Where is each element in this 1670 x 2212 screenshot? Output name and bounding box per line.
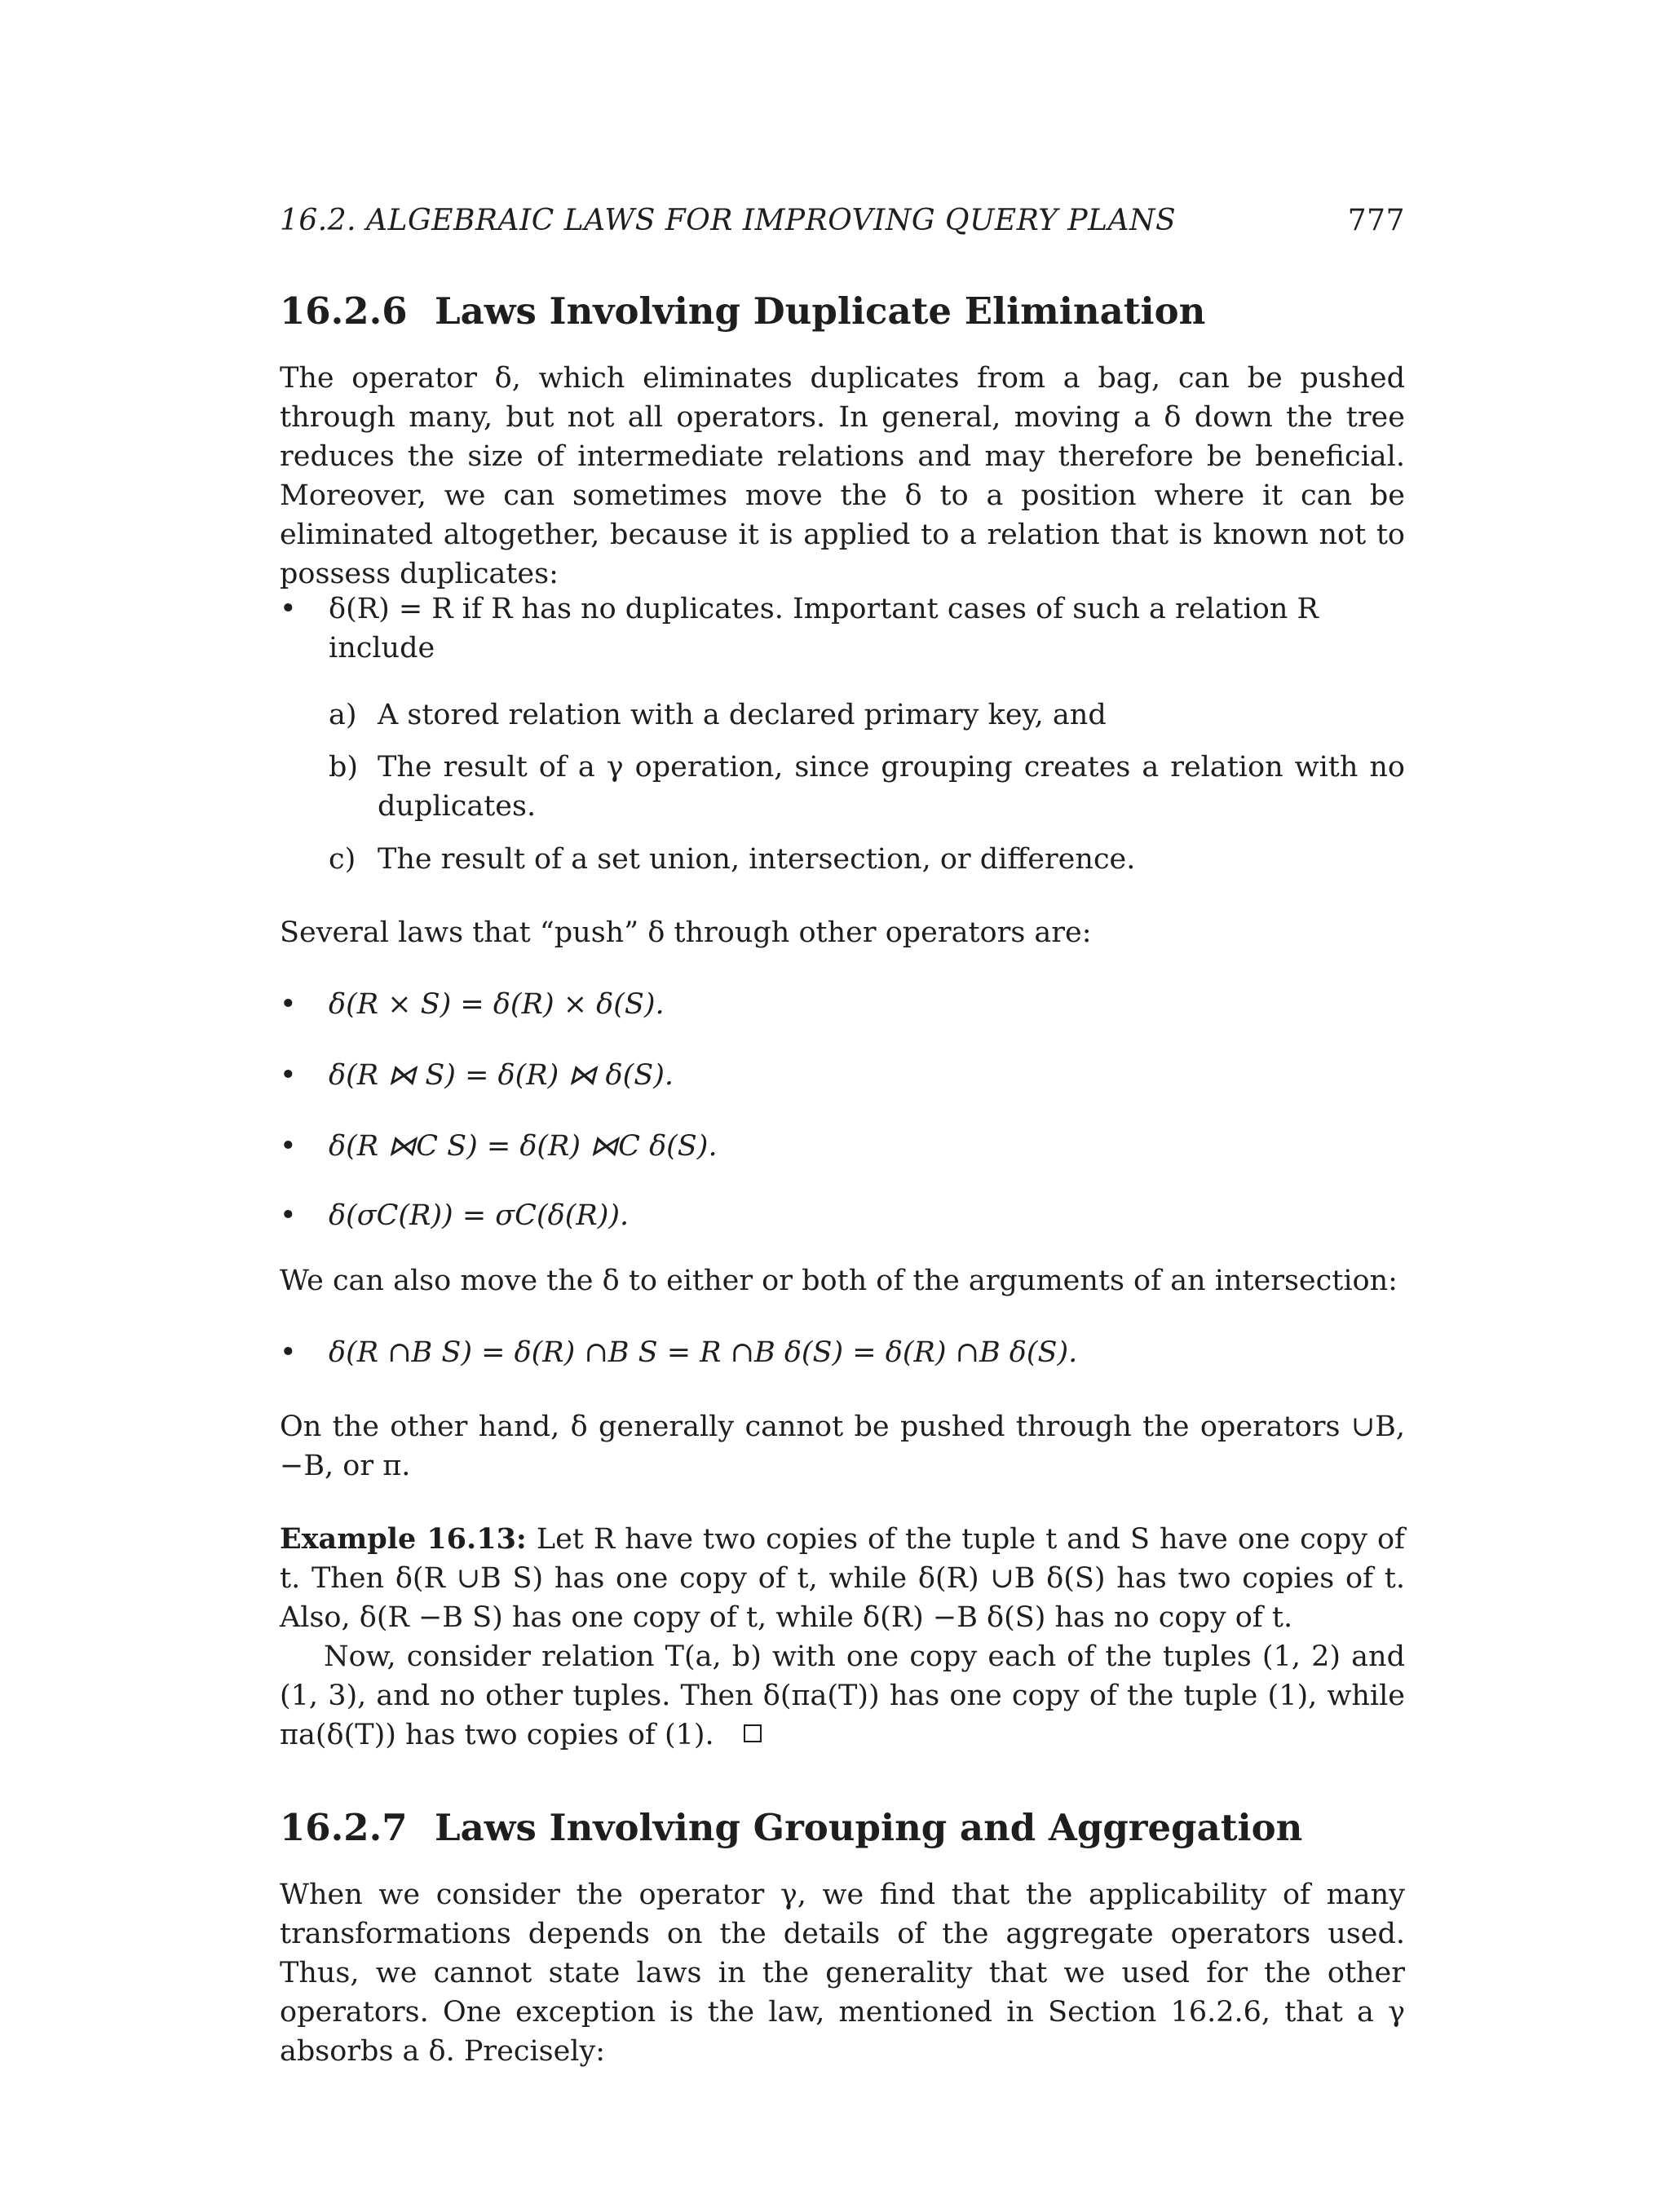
push-intro: Several laws that “push” δ through other operators are: bbox=[280, 916, 1092, 949]
grouping-intro-paragraph: When we consider the operator γ, we find that the applicability of many transformations depends on the details of the aggregate operators used. Thus, we cannot state laws in the generality that we used for the other operators. One exception is the law, mentioned in Section 16.2.6, that a γ absorbs a δ. Precisely: bbox=[280, 1879, 1405, 2068]
bullet-no-duplicates bbox=[280, 589, 1405, 668]
section-number: 16.2.6 bbox=[280, 289, 408, 333]
bullet-dot: • bbox=[280, 1199, 297, 1232]
bullet-text: δ(R) = R if R has no duplicates. Important cases of such a relation R include bbox=[329, 593, 1319, 664]
cannot-push-paragraph: On the other hand, δ generally cannot be pushed through the operators ∪B, −B, or π. bbox=[280, 1411, 1405, 1482]
example-label: Example 16.13: bbox=[280, 1522, 527, 1556]
page-number: 777 bbox=[1347, 204, 1405, 237]
law-text: δ(R ⋈ S) = δ(R) ⋈ δ(S). bbox=[329, 1059, 674, 1092]
case-marker: b) bbox=[329, 751, 359, 784]
law-text: δ(R × S) = δ(R) × δ(S). bbox=[329, 988, 665, 1021]
law-text: δ(σC(R)) = σC(δ(R)). bbox=[329, 1199, 630, 1232]
intro-paragraph: The operator δ, which eliminates duplicates from a bag, can be pushed through many, but not all operators. In general, moving a δ down the tree reduces the size of intermediate relations and may therefore be beneficial. Moreover, we can sometimes move the δ to a position where it can be eliminated altogether, because it is applied to a relation that is known not to possess duplicates: bbox=[280, 362, 1405, 590]
case-b bbox=[329, 748, 1405, 826]
bullet-dot: • bbox=[280, 593, 297, 625]
bullet-dot: • bbox=[280, 1059, 297, 1092]
example-text-2: Now, consider relation T(a, b) with one copy each of the tuples (1, 2) and (1, 3), and no other tuples. Then δ(πa(T)) has one copy of the tuple (1), while πa(δ(T)) has two copies of (1). bbox=[280, 1640, 1405, 1751]
case-c bbox=[329, 840, 1405, 879]
bullet-dot: • bbox=[280, 1130, 297, 1163]
law-intersection bbox=[280, 1333, 1405, 1372]
case-marker: a) bbox=[329, 699, 357, 731]
case-text: The result of a γ operation, since grouping creates a relation with no duplicates. bbox=[378, 751, 1405, 823]
section-heading-16-2-7 bbox=[280, 1806, 1405, 1849]
case-marker: c) bbox=[329, 843, 356, 876]
law-natural-join bbox=[280, 1056, 1405, 1095]
bullet-dot: • bbox=[280, 1336, 297, 1369]
example-continuation bbox=[280, 1637, 1405, 1755]
case-text: The result of a set union, intersection, or difference. bbox=[378, 843, 1136, 876]
case-a bbox=[329, 695, 1405, 735]
intersection-intro: We can also move the δ to either or both of the arguments of an intersection: bbox=[280, 1265, 1398, 1297]
section-number: 16.2.7 bbox=[280, 1806, 408, 1849]
law-product bbox=[280, 985, 1405, 1024]
bullet-dot: • bbox=[280, 988, 297, 1021]
section-title: Laws Involving Duplicate Elimination bbox=[435, 289, 1206, 333]
section-title: Laws Involving Grouping and Aggregation bbox=[435, 1806, 1303, 1849]
section-heading-16-2-6 bbox=[280, 289, 1405, 333]
law-theta-join bbox=[280, 1127, 1405, 1166]
law-text: δ(R ∩B S) = δ(R) ∩B S = R ∩B δ(S) = δ(R) ∩B δ(S). bbox=[329, 1336, 1078, 1369]
example-text: Let R have two copies of the tuple t and S have one copy of t. Then δ(R ∪B S) has one copy of t, while δ(R) ∪B δ(S) has two copies of t. Also, δ(R −B S) has one copy of t, while δ(R) −B δ(S) has no copy of t. bbox=[280, 1523, 1405, 1634]
end-of-example-icon bbox=[744, 1724, 762, 1742]
running-header-title: 16.2. ALGEBRAIC LAWS FOR IMPROVING QUERY PLANS bbox=[280, 204, 1177, 237]
case-text: A stored relation with a declared primary key, and bbox=[378, 699, 1107, 731]
law-selection bbox=[280, 1196, 1405, 1235]
example-16-13 bbox=[280, 1520, 1405, 1637]
law-text: δ(R ⋈C S) = δ(R) ⋈C δ(S). bbox=[329, 1130, 718, 1163]
